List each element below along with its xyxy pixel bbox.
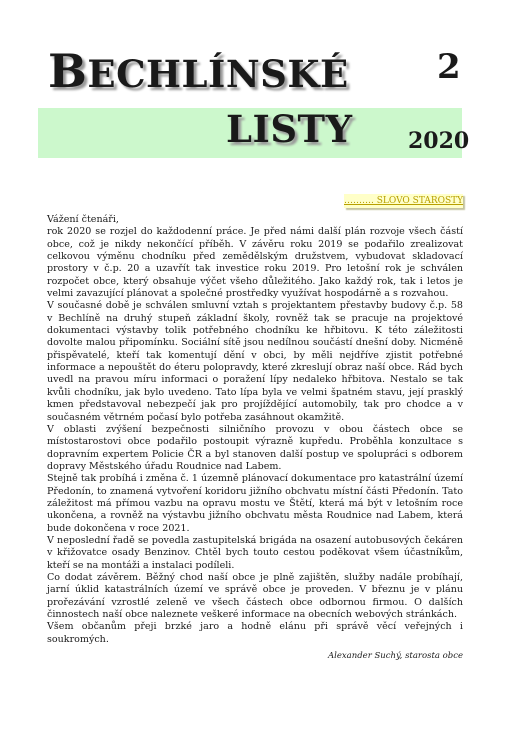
masthead-title-line1 — [48, 44, 349, 98]
letter-paragraph: Všem občanům přeji brzké jaro a hodně elánu při správě věcí veřejných i soukromých. — [47, 621, 463, 645]
mayor-letter — [47, 214, 463, 662]
section-label: ………. SLOVO STAROSTY — [344, 196, 464, 206]
letter-paragraph: rok 2020 se rozjel do každodenní práce. Je před námi další plán rozvoje všech částí obce, což je nikdy nekončící příběh. V závěru roku 2019 se podařilo zrealizovat celkovou výměnu chodníku před zemědělským družstvem, vybudovat skladovací prostory v č.p. 20 a uzavřít tak investice roku 2019. Pro letošní rok je schválen rozpočet obce, který obsahuje výčet všeho důležitého. Jako každý rok, tak i letos je velmi zavazující plánovat a společné prostředky využívat hospodárně a s rozvahou. — [47, 226, 463, 300]
issue-number: 2 — [437, 47, 461, 87]
letter-paragraph: Stejně tak probíhá i změna č. 1 územně plánovací dokumentace pro katastrální území Předonín, to znamená vytvoření koridoru jižního obchvatu místní části Předonín. Tato záležitost má přímou vazbu na opravu mostu ve Štětí, která má být v letošním roce ukončena, a rovněž na výstavbu jižního obchvatu města Roudnice nad Labem, která bude dokončena v roce 2021. — [47, 473, 463, 534]
letter-paragraph: V neposlední řadě se povedla zastupitelská brigáda na osazení autobusových čekáren v křižovatce osady Benzinov. Chtěl bych touto cestou poděkovat všem účastníkům, kteří se na montáži a instalaci podíleli. — [47, 534, 463, 571]
letter-paragraph: V oblasti zvýšení bezpečnosti silničního provozu v obou částech obce se místostarostovi obce podařilo postoupit výrazně kupředu. Proběhla konzultace s dopravním expertem Policie ČR a byl stanoven další postup ve spolupráci s odborem dopravy Městského úřadu Roudnice nad Labem. — [47, 423, 463, 472]
masthead-title-line2: LISTY — [226, 107, 353, 151]
letter-paragraph: V současné době je schválen smluvní vztah s projektantem přestavby budovy č.p. 58 v Bechlíně na druhý stupeň základní školy, rovněž tak se pracuje na projektové dokumentaci výstavby tolik potřebného chodníku ke hřbitovu. K této záležitosti dovolte malou připomínku. Sociální sítě jsou nedílnou součástí dnešní doby. Nicméně přispěvatelé, kteří tak komentují dění v obci, by měli nejdříve zjistit potřebné informace a nepouštět do éteru polopravdy, které zkreslují obraz naší obce. Rád bych uvedl na pravou míru informaci o poražení lípy nedaleko hřbitova. Nestalo se tak kvůli chodníku, jak bylo uvedeno. Tato lípa byla ve velmi špatném stavu, její prasklý kmen představoval nebezpečí jak pro projíždějící automobily, tak pro chodce a v současném větrném počasí bylo potřeba zasáhnout okamžitě. — [47, 300, 463, 423]
masthead-word1-rest: ECHLÍNSKÉ — [87, 52, 349, 96]
letter-signature: Alexander Suchý, starosta obce — [328, 651, 463, 662]
letter-paragraph: Co dodat závěrem. Běžný chod naší obce je plně zajištěn, služby nadále probíhají, jarní úklid katastrálních území ve správě obce je proveden. V březnu je v plánu prořezávání vzrostlé zeleně ve všech částech obce odbornou firmou. O dalších činnostech naší obce naleznete veškeré informace na obecních webových stránkách. — [47, 571, 463, 620]
letter-greeting: Vážení čtenáři, — [47, 214, 119, 225]
issue-year: 2020 — [408, 128, 470, 154]
masthead-initial: B — [48, 44, 88, 98]
